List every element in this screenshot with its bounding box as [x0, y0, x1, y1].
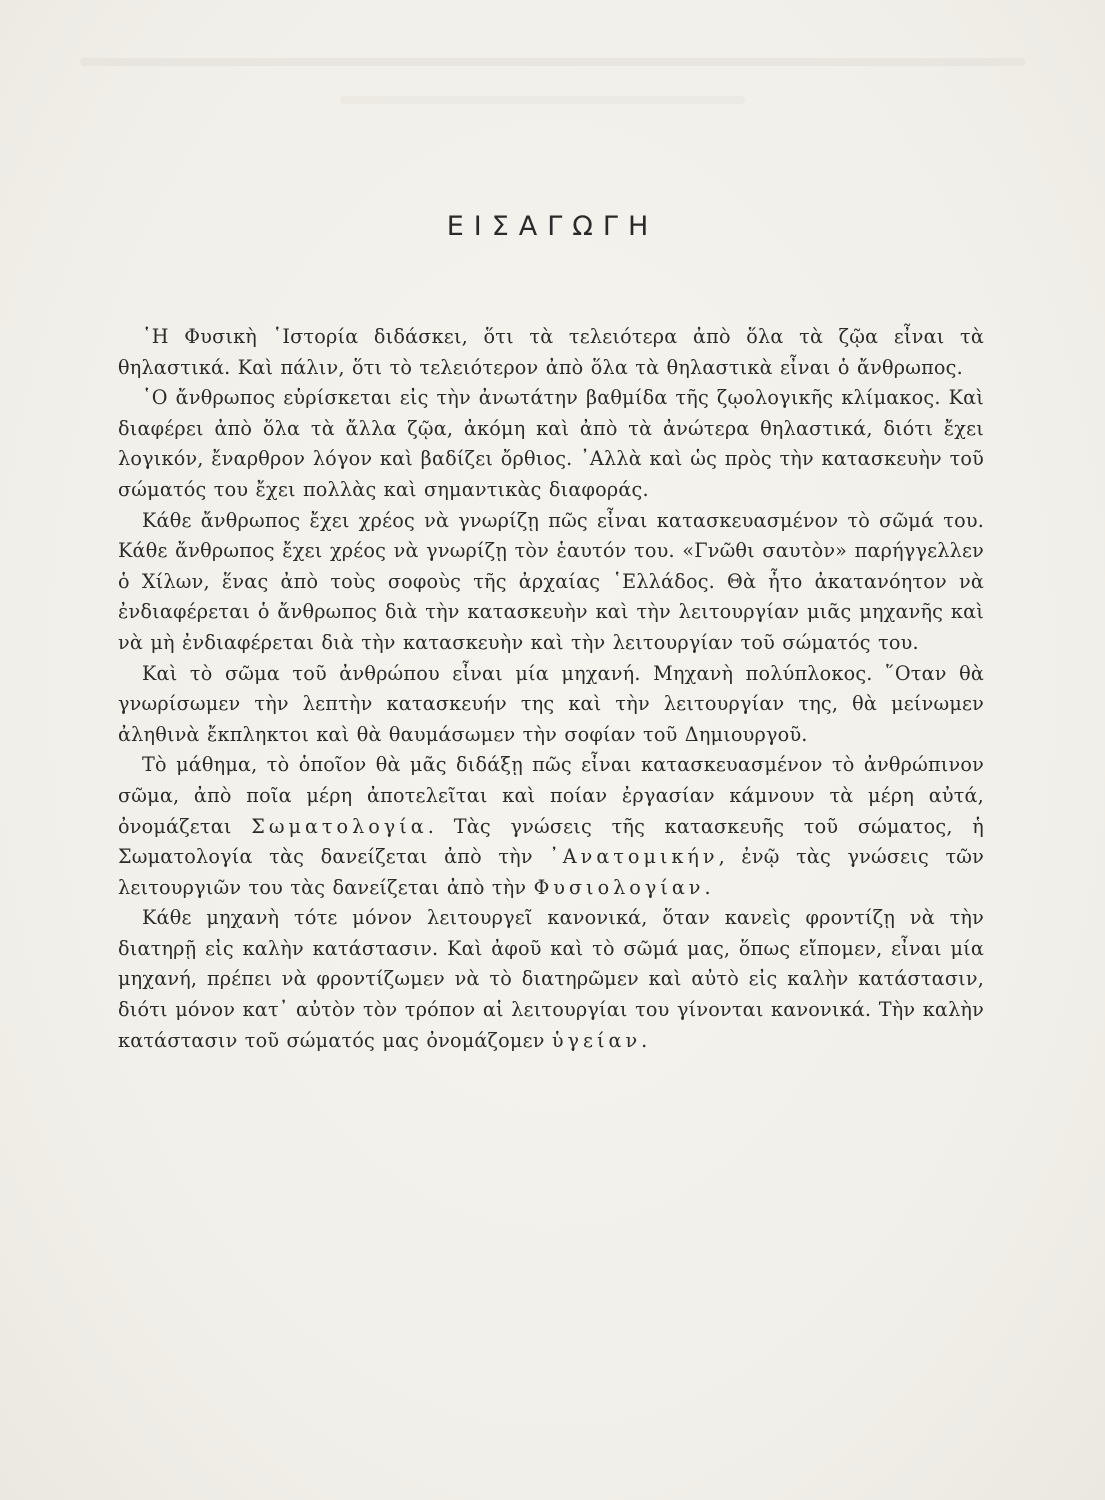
paragraph-4: Καὶ τὸ σῶμα τοῦ ἀνθρώπου εἶναι μία μηχανή. Μηχανὴ πολύπλοκος. ῞Οταν θὰ γνωρίσωμεν τὴν λεπτὴν κατασκευήν της καὶ τὴν λειτουργίαν της, θὰ μείνωμεν ἀληθινὰ ἔκπληκτοι καὶ θὰ θαυμάσωμεν τὴν σοφίαν τοῦ Δημιουργοῦ.: [118, 661, 984, 746]
paragraph-5-text-b: . Τὰς γνώσεις τῆς κατασκευῆς τοῦ σώματος, ἡ Σωματολογία τὰς δανείζεται ἀπὸ τὴν: [118, 814, 984, 869]
term-anatomiki: ᾿Ανατομικήν: [549, 845, 719, 869]
paragraph-5-text-c: , ἐνῷ τὰς γνώσεις τῶν λειτουργιῶν του τὰς δανείζεται ἀπὸ τὴν: [118, 845, 984, 899]
term-somatologia: Σωματολογία: [251, 814, 428, 838]
bleed-through-line: [340, 96, 745, 104]
paragraph-6: [118, 903, 984, 1056]
bleed-through-line: [80, 58, 1025, 66]
paragraph-2: ῾Ο ἄνθρωπος εὑρίσκεται εἰς τὴν ἀνωτάτην βαθμίδα τῆς ζῳολογικῆς κλίμακος. Καὶ διαφέρει ἀπὸ ὅλα τὰ ἄλλα ζῷα, ἀκόμη καὶ ἀπὸ τὰ ἀνώτερα θηλαστικά, διότι ἔχει λογικόν, ἔναρθρον λόγον καὶ βαδίζει ὄρθιος. ᾿Αλλὰ καὶ ὡς πρὸς τὴν κατασκευὴν τοῦ σώματός του ἔχει πολλὰς καὶ σημαντικὰς διαφοράς.: [118, 386, 984, 501]
paragraph-5-text-a: Τὸ μάθημα, τὸ ὁποῖον θὰ μᾶς διδάξῃ πῶς εἶναι κατασκευασμένον τὸ ἀνθρώπινον σῶμα, ἀπὸ ποῖα μέρη ἀποτελεῖται καὶ ποίαν ἐργασίαν κάμνουν τὰ μέρη αὐτά, ὀνομάζεται: [118, 753, 984, 838]
paragraph-5: [118, 750, 984, 903]
paragraph-1: ῾Η Φυσικὴ ῾Ιστορία διδάσκει, ὅτι τὰ τελειότερα ἀπὸ ὅλα τὰ ζῷα εἶναι τὰ θηλαστικά. Καὶ πάλιν, ὅτι τὸ τελειότερον ἀπὸ ὅλα τὰ θηλαστικὰ εἶναι ὁ ἄνθρωπος.: [118, 325, 984, 379]
paragraph-6-text-b: .: [641, 1028, 648, 1052]
body-text: [118, 322, 984, 1056]
term-ygeia: ὑγείαν: [551, 1028, 642, 1052]
paragraph-3: Κάθε ἄνθρωπος ἔχει χρέος νὰ γνωρίζῃ πῶς εἶναι κατασκευασμένον τὸ σῶμά του. Κάθε ἄνθρωπος ἔχει χρέος νὰ γνωρίζῃ τὸν ἑαυτόν του. «Γνῶθι σαυτὸν» παρήγγελλεν ὁ Χίλων, ἕνας ἀπὸ τοὺς σοφοὺς τῆς ἀρχαίας ῾Ελλάδος. Θὰ ἦτο ἀκατανόητον νὰ ἐνδιαφέρεται ὁ ἄνθρωπος διὰ τὴν κατασκευὴν καὶ τὴν λειτουργίαν μιᾶς μηχανῆς καὶ νὰ μὴ ἐνδιαφέρεται διὰ τὴν κατασκευὴν καὶ τὴν λειτουργίαν τοῦ σώματός του.: [118, 508, 984, 654]
term-fysiologia: Φυσιολογίαν: [533, 875, 705, 899]
paragraph-5-text-d: .: [704, 875, 711, 899]
paragraph-6-text-a: Κάθε μηχανὴ τότε μόνον λειτουργεῖ κανονικά, ὅταν κανεὶς φροντίζῃ νὰ τὴν διατηρῇ εἰς καλὴν κατάστασιν. Καὶ ἀφοῦ καὶ τὸ σῶμά μας, ὅπως εἴπομεν, εἶναι μία μηχανή, πρέπει νὰ φροντίζωμεν νὰ τὸ διατηρῶμεν καὶ αὐτὸ εἰς καλὴν κατάστασιν, διότι μόνον κατ᾿ αὐτὸν τὸν τρόπον αἱ λειτουργίαι του γίνονται κανονικά. Τὴν καλὴν κατάστασιν τοῦ σώματός μας ὀνομάζομεν: [118, 906, 984, 1052]
chapter-title: ΕΙΣΑΓΩΓΗ: [446, 211, 659, 242]
